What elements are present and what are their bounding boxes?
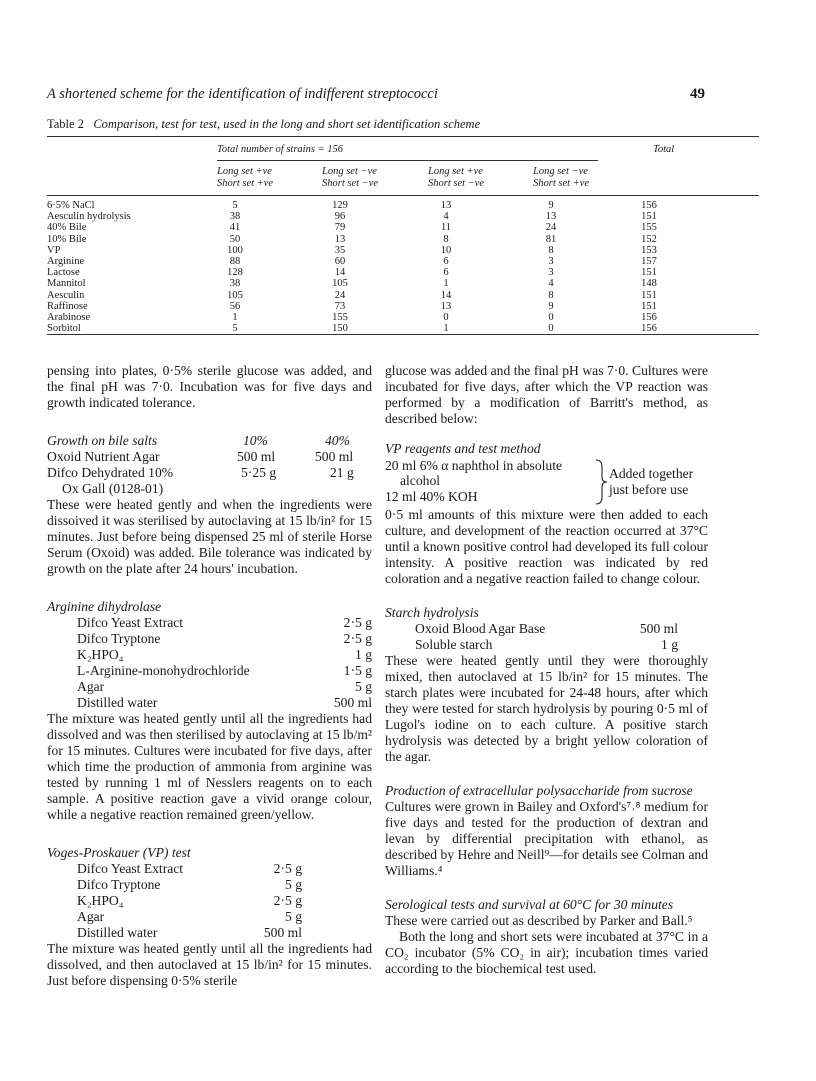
row-count: 5 [232, 200, 238, 211]
ingredient-quantity: 5 g [355, 679, 372, 694]
row-count: 3 [548, 256, 554, 267]
table-row [47, 200, 759, 212]
ingredient-row [47, 861, 372, 877]
table-row [47, 267, 759, 279]
row-total: 157 [641, 256, 657, 267]
bile-qty-40: 21 g [330, 465, 354, 480]
table-row [47, 222, 759, 234]
table-row [47, 211, 759, 223]
row-total: 151 [641, 267, 657, 279]
row-count: 38 [229, 278, 241, 290]
total-header: Total [653, 144, 675, 155]
ingredient-name: Agar [77, 679, 105, 694]
row-count: 24 [334, 289, 346, 301]
ingredient-name: Difco Tryptone [77, 631, 161, 646]
col-header-1: Long set +ve Short set +ve [217, 166, 274, 189]
row-count: 3 [548, 267, 554, 279]
ingredient-quantity: 1·5 g [343, 663, 372, 678]
ingredient-quantity: 500 ml [639, 621, 678, 636]
row-test-name: 40% Bile [47, 222, 87, 234]
row-total: 153 [641, 244, 657, 256]
arginine-ingredients [47, 615, 372, 711]
starch-ingredients [385, 621, 708, 653]
reagent-line-3: 12 ml 40% KOH [385, 489, 478, 504]
ingredient-row [47, 631, 372, 647]
row-count: 81 [545, 233, 557, 245]
row-count: 8 [443, 233, 449, 245]
row-count: 105 [227, 289, 243, 301]
row-count: 13 [334, 233, 346, 245]
ingredient-quantity: 500 ml [333, 695, 372, 710]
row-test-name: VP [47, 244, 61, 256]
row-count: 24 [545, 222, 557, 234]
ingredient-name: K₂HPO₄ [77, 647, 124, 662]
table-row [47, 245, 759, 257]
row-count: 4 [443, 211, 449, 223]
table-row [47, 301, 759, 313]
row-total: 155 [641, 222, 657, 234]
right-column [385, 363, 708, 977]
row-count: 88 [229, 256, 241, 267]
bile-heading: Growth on bile salts [47, 433, 158, 448]
ingredient-row [47, 679, 372, 695]
row-test-name: Arginine [47, 256, 85, 267]
bile-paragraph: These were heated gently and when the ingredients were dissoived it was sterilised by autoclaving at 15 lb/in² for 15 minutes. Just before being dispensed 25 ml of sterile Horse Serum (Oxoid) was added. Bile tolerance was indicated by growth on the plate after 24 hours' incubation. [47, 497, 372, 576]
header-bottom-rule [47, 195, 759, 196]
group-header: Total number of strains = 156 [217, 144, 344, 155]
polysaccharide-paragraph: Cultures were grown in Bailey and Oxford's⁷˒⁸ medium for five days and tested for the production of dextran and levan by differential precipitation with ethanol, as described by Hehre and Neill⁹—for details see Colman and Williams.⁴ [385, 799, 708, 878]
bile-col-40: 40% [325, 433, 350, 448]
row-test-name: Raffinose [47, 300, 88, 312]
ingredient-row [47, 663, 372, 679]
serological-paragraph: These were carried out as described by Parker and Ball.⁵ [385, 913, 693, 928]
row-count: 56 [229, 300, 241, 312]
ingredient-row [47, 647, 372, 663]
row-total: 152 [641, 233, 657, 245]
row-total: 156 [641, 323, 657, 335]
row-count: 13 [440, 300, 452, 312]
bile-qty-10: 5·25 g [241, 465, 277, 480]
row-test-name: 6·5% NaCl [47, 200, 95, 211]
serological-heading: Serological tests and survival at 60°C for 30 minutes [385, 897, 674, 912]
row-count: 8 [548, 289, 554, 301]
ingredient-name: Distilled water [77, 925, 158, 940]
row-count: 6 [443, 267, 449, 279]
bile-col-10: 10% [243, 433, 268, 448]
ingredient-name: Distilled water [77, 695, 158, 710]
ingredient-row [47, 877, 372, 893]
row-count: 11 [440, 222, 452, 234]
table-caption-text: Comparison, test for test, used in the long and short set identification scheme [93, 117, 481, 131]
ingredient-row [47, 909, 372, 925]
row-total: 156 [641, 312, 657, 323]
row-count: 6 [443, 256, 449, 267]
row-count: 1 [443, 323, 449, 335]
vp-heading: Voges-Proskauer (VP) test [47, 845, 191, 860]
vp-ingredients [47, 861, 372, 941]
table-top-rule [47, 136, 759, 137]
row-count: 10 [440, 244, 452, 256]
bile-ingredient-name: Difco Dehydrated 10% [47, 465, 174, 480]
row-count: 1 [443, 278, 449, 290]
ingredient-row [47, 893, 372, 909]
right-intro-paragraph: glucose was added and the final pH was 7·0. Cultures were incubated for five days, after which the VP reaction was performed by a modification of Barritt's method, as described below: [385, 363, 708, 426]
reagent-line-1: 20 ml 6% α naphthol in absolute [385, 458, 563, 473]
ingredient-quantity: 2·5 g [273, 861, 302, 876]
row-total: 151 [641, 300, 657, 312]
row-count: 129 [332, 200, 348, 211]
bile-heading-row [47, 433, 372, 449]
running-title: A shortened scheme for the identification of indifferent streptococci [47, 86, 438, 102]
ingredient-row [385, 621, 708, 637]
table-bottom-rule [47, 334, 759, 335]
row-count: 0 [443, 312, 449, 323]
table-row [47, 278, 759, 290]
ingredient-row [47, 925, 372, 941]
ingredient-name: Difco Yeast Extract [77, 861, 184, 876]
bile-qty-40: 500 ml [315, 449, 354, 464]
table-row [47, 256, 759, 268]
ingredient-quantity: 2·5 g [273, 893, 302, 908]
vp-paragraph: The mixture was heated gently until all the ingredients had dissolved, and then autoclaved at 15 lb/in² for 15 minutes. Just before dispensing 0·5% sterile [47, 941, 372, 988]
row-count: 41 [229, 222, 241, 234]
col-header-3: Long set +ve Short set −ve [428, 166, 485, 189]
ingredient-name: Difco Tryptone [77, 877, 161, 892]
row-count: 5 [232, 323, 238, 335]
row-count: 0 [548, 312, 554, 323]
col-header-4: Long set −ve Short set +ve [533, 166, 590, 189]
bile-row [47, 465, 372, 481]
table-row [47, 312, 759, 324]
ingredient-name: K₂HPO₄ [77, 893, 124, 908]
left-intro-paragraph: pensing into plates, 0·5% sterile glucose was added, and the final pH was 7·0. Incubation was for five days and growth indicated tolerance. [47, 363, 372, 410]
row-test-name: Lactose [47, 267, 80, 279]
table-row [47, 290, 759, 302]
row-count: 50 [229, 233, 241, 245]
row-count: 128 [227, 267, 243, 279]
row-test-name: Sorbitol [47, 323, 81, 335]
vp-reagents-heading: VP reagents and test method [385, 441, 541, 456]
row-count: 1 [232, 312, 238, 323]
starch-paragraph: These were heated gently until they were thoroughly mixed, then autoclaved at 15 lb/in² for 15 minutes. The starch plates were incubated for 24-48 hours, after which they were tested for starch hydrolysis by pouring 0·5 ml of Lugol's iodine on to each culture. A positive starch hydrolysis was detected by a bright yellow coloration of the agar. [385, 653, 708, 764]
row-count: 105 [332, 278, 348, 290]
ingredient-quantity: 1 g [661, 637, 678, 652]
row-count: 60 [334, 256, 346, 267]
table-label: Table 2 [47, 117, 84, 131]
table-row [47, 323, 759, 335]
ingredient-row [47, 615, 372, 631]
row-count: 14 [440, 289, 452, 301]
brace-note-2: just before use [609, 482, 689, 497]
row-test-name: Aesculin [47, 289, 85, 301]
ingredient-quantity: 500 ml [263, 925, 302, 940]
brace-note-1: Added together [609, 466, 694, 481]
vp-reagents-paragraph: 0·5 ml amounts of this mixture were then added to each culture, and development of the reaction occurred at 37°C until a known positive control had developed its full colour intensity. A positive reaction was indicated by red coloration and a negative reaction failed to change colour. [385, 507, 708, 586]
incubation-paragraph: Both the long and short sets were incubated at 37°C in a CO₂ incubator (5% CO₂ in air); incubation times varied according to the biochemical test used. [385, 929, 708, 976]
row-count: 38 [229, 211, 241, 223]
row-count: 13 [545, 211, 557, 223]
ingredient-name: Agar [77, 909, 105, 924]
ingredient-name: L-Arginine-monohydrochloride [77, 663, 250, 678]
row-total: 148 [641, 278, 657, 290]
ingredient-quantity: 5 g [285, 877, 302, 892]
ingredient-name: Oxoid Blood Agar Base [415, 621, 546, 636]
bile-row [47, 449, 372, 465]
curly-brace-icon [594, 459, 608, 505]
row-count: 150 [332, 323, 348, 335]
row-count: 9 [548, 200, 554, 211]
ingredient-quantity: 1 g [355, 647, 372, 662]
group-rule [217, 160, 598, 161]
ingredient-quantity: 2·5 g [343, 615, 372, 630]
row-count: 73 [334, 300, 346, 312]
row-count: 155 [332, 312, 348, 323]
row-count: 8 [548, 244, 554, 256]
polysaccharide-heading: Production of extracellular polysaccharide from sucrose [385, 783, 693, 798]
left-column [47, 363, 372, 989]
page-number: 49 [690, 86, 705, 102]
ingredient-quantity: 2·5 g [343, 631, 372, 646]
row-count: 100 [227, 244, 243, 256]
row-total: 151 [641, 289, 657, 301]
ingredient-row [385, 637, 708, 653]
col-header-2: Long set −ve Short set −ve [322, 166, 379, 189]
table-row [47, 234, 759, 246]
vp-reagents-block [385, 457, 708, 507]
row-test-name: Aesculin hydrolysis [47, 211, 131, 223]
bile-ingredient-name: Ox Gall (0128-01) [62, 481, 164, 496]
bile-qty-10: 500 ml [237, 449, 276, 464]
row-count: 0 [548, 323, 554, 335]
ingredient-row [47, 695, 372, 711]
ingredient-name: Soluble starch [415, 637, 493, 652]
arginine-heading: Arginine dihydrolase [47, 599, 162, 614]
row-count: 9 [548, 300, 554, 312]
table-caption [47, 117, 480, 132]
arginine-paragraph: The mixture was heated gently until all the ingredients had dissolved and was then sterilised by autoclaving at 15 lb/m² for 15 minutes. Cultures were incubated for five days, after which time the production of ammonia from arginine was tested by running 1 ml of Nesslers reagents on to each sample. A positive reaction gave a vivid orange colour, while a negative reaction remained green/yellow. [47, 711, 372, 822]
reagent-line-2: alcohol [400, 473, 441, 488]
starch-heading: Starch hydrolysis [385, 605, 479, 620]
ingredient-quantity: 5 g [285, 909, 302, 924]
row-count: 13 [440, 200, 452, 211]
row-count: 79 [334, 222, 346, 234]
row-test-name: Mannitol [47, 278, 86, 290]
bile-ingredient-name: Oxoid Nutrient Agar [47, 449, 160, 464]
row-test-name: Arabinose [47, 312, 91, 323]
bile-row [47, 481, 372, 497]
row-total: 156 [641, 200, 657, 211]
row-total: 151 [641, 211, 657, 223]
ingredient-name: Difco Yeast Extract [77, 615, 184, 630]
row-count: 4 [548, 278, 554, 290]
row-count: 35 [334, 244, 346, 256]
row-count: 96 [334, 211, 346, 223]
row-count: 14 [334, 267, 346, 279]
row-test-name: 10% Bile [47, 233, 87, 245]
